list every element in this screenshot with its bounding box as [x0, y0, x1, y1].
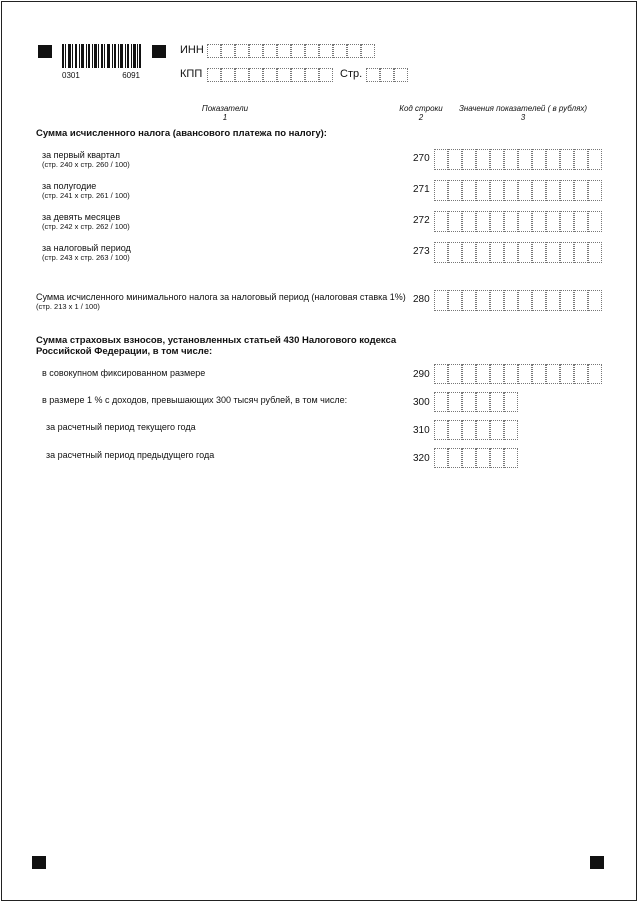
- row-272: [42, 212, 130, 231]
- value-field-320[interactable]: [434, 448, 518, 468]
- marker-top-left: [38, 45, 52, 58]
- entry-cell[interactable]: [490, 180, 504, 201]
- row-273: [42, 243, 131, 262]
- entry-cell[interactable]: [518, 364, 532, 384]
- entry-cell[interactable]: [546, 242, 560, 263]
- column-1-title: Показатели: [201, 104, 249, 113]
- value-field-272[interactable]: [434, 211, 602, 232]
- entry-cell[interactable]: [490, 448, 504, 468]
- entry-cell[interactable]: [560, 149, 574, 170]
- entry-cell[interactable]: [434, 392, 448, 412]
- entry-cell[interactable]: [560, 180, 574, 201]
- column-1-number: 1: [222, 113, 228, 122]
- entry-cell[interactable]: [319, 44, 333, 58]
- marker-bottom-right: [590, 856, 604, 869]
- row-320-label: за расчетный период предыдущего года: [46, 450, 215, 460]
- entry-cell[interactable]: [574, 242, 588, 263]
- value-field-271[interactable]: [434, 180, 602, 201]
- entry-cell[interactable]: [490, 290, 504, 311]
- row-formula: (стр. 243 х стр. 263 / 100): [42, 253, 130, 262]
- row-300-label: в размере 1 % с доходов, превышающих 300 тысяч рублей, в том числе:: [42, 395, 348, 405]
- marker-top-right: [152, 45, 166, 58]
- marker-bottom-left: [32, 856, 46, 869]
- row-code: 290: [413, 369, 430, 380]
- entry-cell[interactable]: [462, 242, 476, 263]
- entry-cell[interactable]: [462, 149, 476, 170]
- entry-cell[interactable]: [277, 44, 291, 58]
- entry-cell[interactable]: [462, 180, 476, 201]
- entry-cell[interactable]: [462, 211, 476, 232]
- entry-cell[interactable]: [462, 448, 476, 468]
- entry-cell[interactable]: [448, 211, 462, 232]
- row-label: Сумма исчисленного минимального налога за налоговый период (налоговая ставка 1%): [36, 292, 406, 302]
- barcode-digits-left: 0301: [62, 71, 80, 80]
- entry-cell[interactable]: [532, 149, 546, 170]
- entry-cell[interactable]: [560, 242, 574, 263]
- entry-cell[interactable]: [518, 290, 532, 311]
- value-field-270[interactable]: [434, 149, 602, 170]
- entry-cell[interactable]: [588, 290, 602, 311]
- row-label: за полугодие: [42, 181, 97, 191]
- row-formula: (стр. 241 х стр. 261 / 100): [42, 191, 130, 200]
- entry-cell[interactable]: [546, 211, 560, 232]
- column-2-title: Код строки: [399, 104, 443, 113]
- entry-cell[interactable]: [462, 290, 476, 311]
- entry-cell[interactable]: [546, 364, 560, 384]
- entry-cell[interactable]: [588, 242, 602, 263]
- entry-cell[interactable]: [504, 149, 518, 170]
- entry-cell[interactable]: [476, 290, 490, 311]
- entry-cell[interactable]: [574, 364, 588, 384]
- section-1-title: Сумма исчисленного налога (авансового платежа по налогу):: [36, 128, 327, 139]
- entry-cell[interactable]: [394, 68, 408, 82]
- entry-cell[interactable]: [476, 392, 490, 412]
- entry-cell[interactable]: [588, 364, 602, 384]
- entry-cell[interactable]: [476, 420, 490, 440]
- section-2-title-line-2: Российской Федерации, в том числе:: [36, 346, 213, 357]
- entry-cell[interactable]: [434, 149, 448, 170]
- row-label: за девять месяцев: [42, 212, 121, 222]
- entry-cell[interactable]: [333, 44, 347, 58]
- entry-cell[interactable]: [434, 364, 448, 384]
- entry-cell[interactable]: [448, 290, 462, 311]
- entry-cell[interactable]: [291, 44, 305, 58]
- entry-cell[interactable]: [249, 44, 263, 58]
- entry-cell[interactable]: [448, 180, 462, 201]
- entry-cell[interactable]: [221, 68, 235, 82]
- entry-cell[interactable]: [504, 392, 518, 412]
- entry-cell[interactable]: [518, 242, 532, 263]
- row-formula: (стр. 213 х 1 / 100): [36, 302, 100, 311]
- entry-cell[interactable]: [490, 392, 504, 412]
- entry-cell[interactable]: [448, 242, 462, 263]
- entry-cell[interactable]: [490, 242, 504, 263]
- entry-cell[interactable]: [448, 149, 462, 170]
- row-code: 270: [413, 153, 430, 164]
- kpp-field[interactable]: [207, 68, 333, 82]
- entry-cell[interactable]: [546, 180, 560, 201]
- entry-cell[interactable]: [504, 448, 518, 468]
- value-field-280[interactable]: [434, 290, 602, 311]
- entry-cell[interactable]: [504, 180, 518, 201]
- entry-cell[interactable]: [574, 290, 588, 311]
- row-280: [36, 292, 406, 311]
- entry-cell[interactable]: [490, 211, 504, 232]
- row-formula: (стр. 242 х стр. 262 / 100): [42, 222, 130, 231]
- entry-cell[interactable]: [504, 211, 518, 232]
- row-code: 300: [413, 397, 430, 408]
- entry-cell[interactable]: [462, 392, 476, 412]
- entry-cell[interactable]: [448, 420, 462, 440]
- entry-cell[interactable]: [434, 448, 448, 468]
- entry-cell[interactable]: [476, 448, 490, 468]
- column-2-number: 2: [418, 113, 424, 122]
- entry-cell[interactable]: [588, 211, 602, 232]
- entry-cell[interactable]: [434, 211, 448, 232]
- row-code: 320: [413, 453, 430, 464]
- entry-cell[interactable]: [448, 364, 462, 384]
- barcode-digits: [62, 71, 140, 80]
- row-formula: (стр. 240 х стр. 260 / 100): [42, 160, 130, 169]
- entry-cell[interactable]: [574, 211, 588, 232]
- entry-cell[interactable]: [207, 44, 221, 58]
- entry-cell[interactable]: [490, 364, 504, 384]
- entry-cell[interactable]: [532, 242, 546, 263]
- entry-cell[interactable]: [319, 68, 333, 82]
- entry-cell[interactable]: [504, 364, 518, 384]
- entry-cell[interactable]: [207, 68, 221, 82]
- entry-cell[interactable]: [462, 420, 476, 440]
- entry-cell[interactable]: [574, 149, 588, 170]
- entry-cell[interactable]: [560, 364, 574, 384]
- entry-cell[interactable]: [476, 149, 490, 170]
- entry-cell[interactable]: [504, 242, 518, 263]
- entry-cell[interactable]: [277, 68, 291, 82]
- entry-cell[interactable]: [532, 211, 546, 232]
- barcode: [62, 44, 142, 68]
- entry-cell[interactable]: [434, 180, 448, 201]
- entry-cell[interactable]: [546, 149, 560, 170]
- entry-cell[interactable]: [490, 149, 504, 170]
- inn-label: ИНН: [180, 44, 204, 56]
- entry-cell[interactable]: [476, 211, 490, 232]
- column-3-heading: [448, 104, 598, 122]
- row-271: [42, 181, 130, 200]
- row-270: [42, 150, 130, 169]
- entry-cell[interactable]: [448, 392, 462, 412]
- entry-cell[interactable]: [235, 44, 249, 58]
- row-code: 272: [413, 215, 430, 226]
- entry-cell[interactable]: [560, 211, 574, 232]
- entry-cell[interactable]: [490, 420, 504, 440]
- entry-cell[interactable]: [235, 68, 249, 82]
- section-2-title-line-1: Сумма страховых взносов, установленных статьей 430 Налогового кодекса: [36, 335, 397, 346]
- entry-cell[interactable]: [221, 44, 235, 58]
- section-2-title: [36, 335, 396, 357]
- entry-cell[interactable]: [518, 211, 532, 232]
- entry-cell[interactable]: [504, 290, 518, 311]
- row-label: за первый квартал: [42, 150, 121, 160]
- entry-cell[interactable]: [476, 364, 490, 384]
- column-1-heading: [170, 104, 280, 122]
- entry-cell[interactable]: [560, 290, 574, 311]
- entry-cell[interactable]: [462, 364, 476, 384]
- row-code: 310: [413, 425, 430, 436]
- row-code: 271: [413, 184, 430, 195]
- value-field-310[interactable]: [434, 420, 518, 440]
- entry-cell[interactable]: [361, 44, 375, 58]
- barcode-digits-right: 6091: [122, 71, 140, 80]
- entry-cell[interactable]: [574, 180, 588, 201]
- entry-cell[interactable]: [305, 68, 319, 82]
- page-label: Стр.: [340, 68, 363, 80]
- kpp-label: КПП: [180, 68, 203, 80]
- entry-cell[interactable]: [518, 180, 532, 201]
- column-2-heading: [396, 104, 446, 122]
- entry-cell[interactable]: [518, 149, 532, 170]
- entry-cell[interactable]: [532, 364, 546, 384]
- row-code: 273: [413, 246, 430, 257]
- entry-cell[interactable]: [434, 242, 448, 263]
- entry-cell[interactable]: [476, 180, 490, 201]
- entry-cell[interactable]: [434, 290, 448, 311]
- entry-cell[interactable]: [263, 68, 277, 82]
- row-label: за налоговый период: [42, 243, 131, 253]
- entry-cell[interactable]: [434, 420, 448, 440]
- entry-cell[interactable]: [366, 68, 380, 82]
- column-3-title: Значения показателей ( в рублях): [458, 104, 588, 113]
- entry-cell[interactable]: [588, 180, 602, 201]
- row-310-label: за расчетный период текущего года: [46, 422, 196, 432]
- inn-field[interactable]: [207, 44, 375, 58]
- entry-cell[interactable]: [305, 44, 319, 58]
- row-code: 280: [413, 294, 430, 305]
- entry-cell[interactable]: [504, 420, 518, 440]
- entry-cell[interactable]: [263, 44, 277, 58]
- value-field-273[interactable]: [434, 242, 602, 263]
- entry-cell[interactable]: [380, 68, 394, 82]
- row-290-label: в совокупном фиксированном размере: [42, 368, 206, 378]
- entry-cell[interactable]: [532, 180, 546, 201]
- entry-cell[interactable]: [532, 290, 546, 311]
- value-field-300[interactable]: [434, 392, 518, 412]
- entry-cell[interactable]: [476, 242, 490, 263]
- entry-cell[interactable]: [588, 149, 602, 170]
- value-field-290[interactable]: [434, 364, 602, 384]
- column-3-number: 3: [520, 113, 526, 122]
- entry-cell[interactable]: [249, 68, 263, 82]
- entry-cell[interactable]: [448, 448, 462, 468]
- entry-cell[interactable]: [291, 68, 305, 82]
- page-number-field[interactable]: [366, 68, 408, 82]
- entry-cell[interactable]: [546, 290, 560, 311]
- entry-cell[interactable]: [347, 44, 361, 58]
